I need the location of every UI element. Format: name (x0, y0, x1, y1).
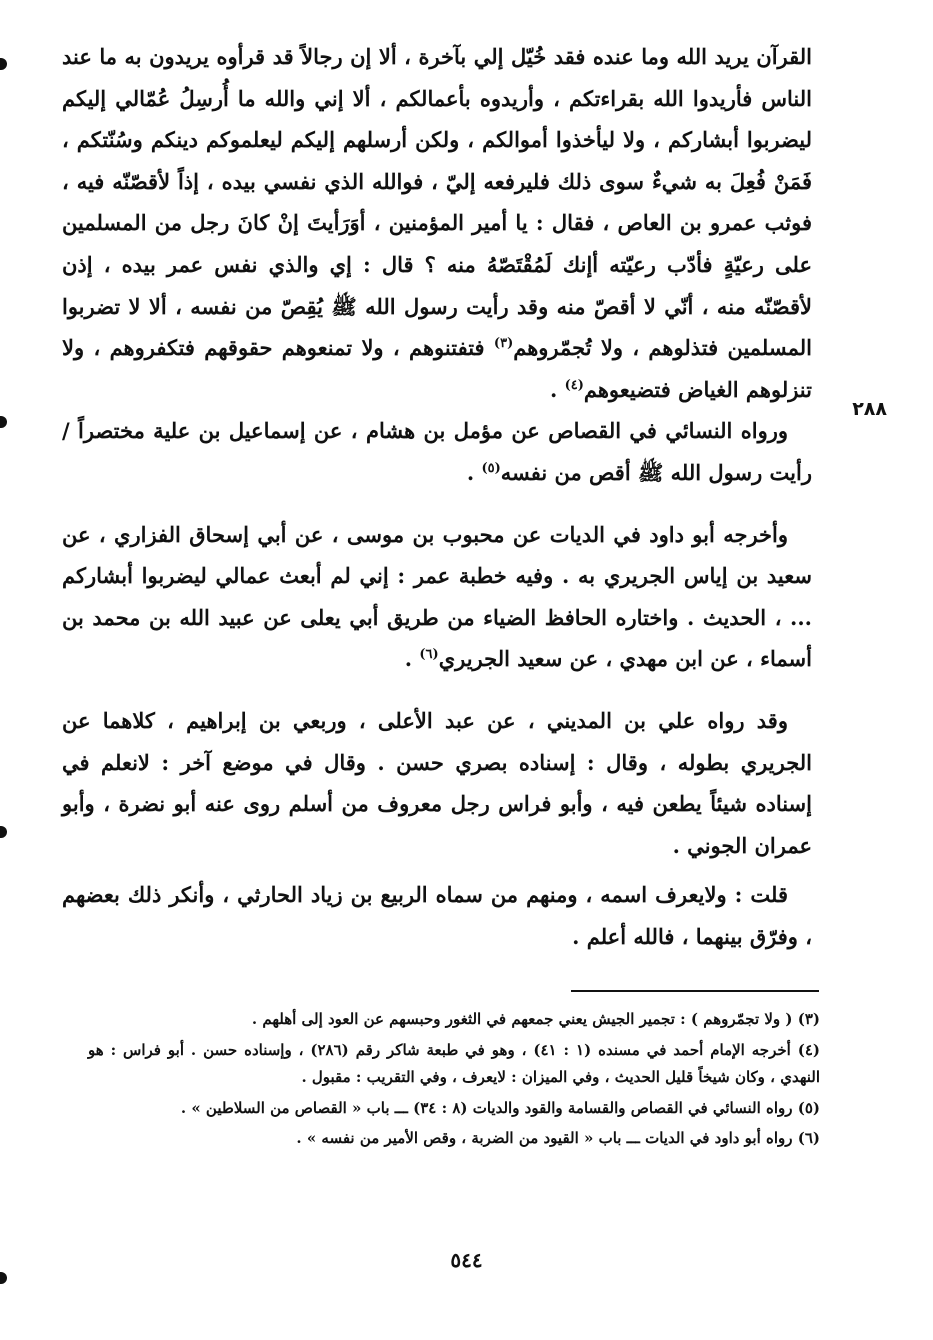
footnote-ref-5: (٥) (481, 460, 501, 476)
footnote-3: (٣) ( ولا تجمّروهم ) : تجمير الجيش يعني جمعهم في الثغور وحبسهم عن العود إلى أهلهم . (251, 1010, 820, 1028)
page-break-slash: / (62, 418, 79, 444)
main-text (62, 36, 812, 957)
edge-mark-top (0, 58, 7, 70)
footnote-5: (٥) رواه النسائي في القصاص والقسامة والقود والديات (٨ : ٣٤) ـــ باب « القصاص من السلاطين » . (180, 1098, 820, 1117)
paragraph-nasai (62, 410, 812, 493)
paragraph-1-text: القرآن يريد الله وما عنده فقد خُيّل إلي بآخرة ، ألا إن رجالاً قد قرأوه يريدون به ما عند الناس فأريدوا الله بقراءتكم ، وأريدوه بأعمالكم ، ألا إني والله ما أُرسِلُ عُمّالي إليكم ليضربوا أبشاركم ، ولا ليأخذوا أموالكم ، ولكن أرسلهم إليكم ليعلموكم دينكم وسُنّتكم ، فَمَنْ فُعِلَ به شيءٌ سوى ذلك فليرفعه إليّ ، فوالله الذي نفسي بيده ، إذاً لأقصّنّه فيه ، فوثب عمرو بن العاص ، فقال : يا أمير المؤمنين ، أوَرَأيتَ إنْ كانَ رجل من المسلمين على رعيّةٍ فأدّب رعيّته أإنك لَمُقْتَصّهُ منه ؟ قال : إي والذي نفس عمر بيده ، إذن لأقصّنّه منه ، أنّي لا أقصّ منه وقد رأيت رسول الله ﷺ يُقِصّ من نفسه ، ألا لا تضربوا المسلمين فتذلوهم ، ولا تُجمّروهم (62, 44, 812, 361)
paragraph-2-end: . (466, 459, 482, 485)
footnote-6: (٦) رواه أبو داود في الديات ـــ باب « القيود من الضربة ، وقص الأمير من نفسه » . (296, 1129, 820, 1147)
footnote-ref-4: (٤) (564, 377, 584, 393)
paragraph-hadith-text (62, 36, 812, 410)
paragraph-author-note: قلت : ولايعرف اسمه ، ومنهم من سماه الربيع بن زياد الحارثي ، وأنكر ذلك بعضهم ، وفرّق بينهما ، فالله أعلم . (62, 882, 812, 949)
footnote-separator (571, 990, 819, 992)
paragraph-3-end: . (404, 646, 420, 672)
footnote-4: (٤) أخرجه الإمام أحمد في مسنده (١ : ٤١) ، وهو في طبعة شاكر رقم (٢٨٦) ، وإسناده حسن . أبو فراس : هو النهدي ، وكان شيخاً قليل الحديث ، وفي الميزان : لايعرف ، وفي التقريب : مقبول . (88, 1040, 820, 1086)
paragraph-1-text-b: فتفتنوهم ، ولا تمنعوهم حقوقهم فتكفروهم ، ولا تنزلوهم الغياض فتضيعوهم (62, 335, 812, 402)
edge-mark-middle (0, 416, 7, 428)
paragraph-1-end: . (549, 376, 565, 402)
footnote-ref-3: (٣) (493, 336, 514, 352)
paragraph-2-text: ورواه النسائي في القصاص عن مؤمل بن هشام ، عن إسماعيل بن علية مختصراً (78, 418, 788, 444)
edge-mark-bottom (0, 1272, 7, 1284)
paragraph-2-text-b: رأيت رسول الله ﷺ أقص من نفسه (500, 459, 812, 485)
side-reference-number: ٢٨٨ (852, 398, 887, 420)
footnote-ref-6: (٦) (419, 647, 439, 663)
paragraph-ibn-madini: وقد رواه علي بن المديني ، عن عبد الأعلى ، وربعي بن إبراهيم ، كلاهما عن الجريري بطوله ، وقال : إسناده بصري حسن . وقال في موضع آخر : لانعلم في إسناده شيئاً يطعن فيه ، وأبو فراس رجل معروف من أسلم روى عنه أبو نضرة ، وأبو عمران الجوني . (62, 707, 812, 858)
paragraph-3-text: وأخرجه أبو داود في الديات عن محبوب بن موسى ، عن أبي إسحاق الفزاري ، عن سعيد بن إياس الجريري به . وفيه خطبة عمر : إني لم أبعث عمالي ليضربوا أبشاركم ... ، الحديث . واختاره الحافظ الضياء من طريق أبي يعلى عن عبيد الله بن محمد بن أسماء ، عن ابن مهدي ، عن سعيد الجريري (62, 521, 812, 672)
paragraph-abu-dawud (62, 514, 812, 680)
footnotes (88, 1006, 820, 1153)
page-number: ٥٤٤ (450, 1248, 483, 1272)
edge-mark-lower (0, 826, 7, 838)
